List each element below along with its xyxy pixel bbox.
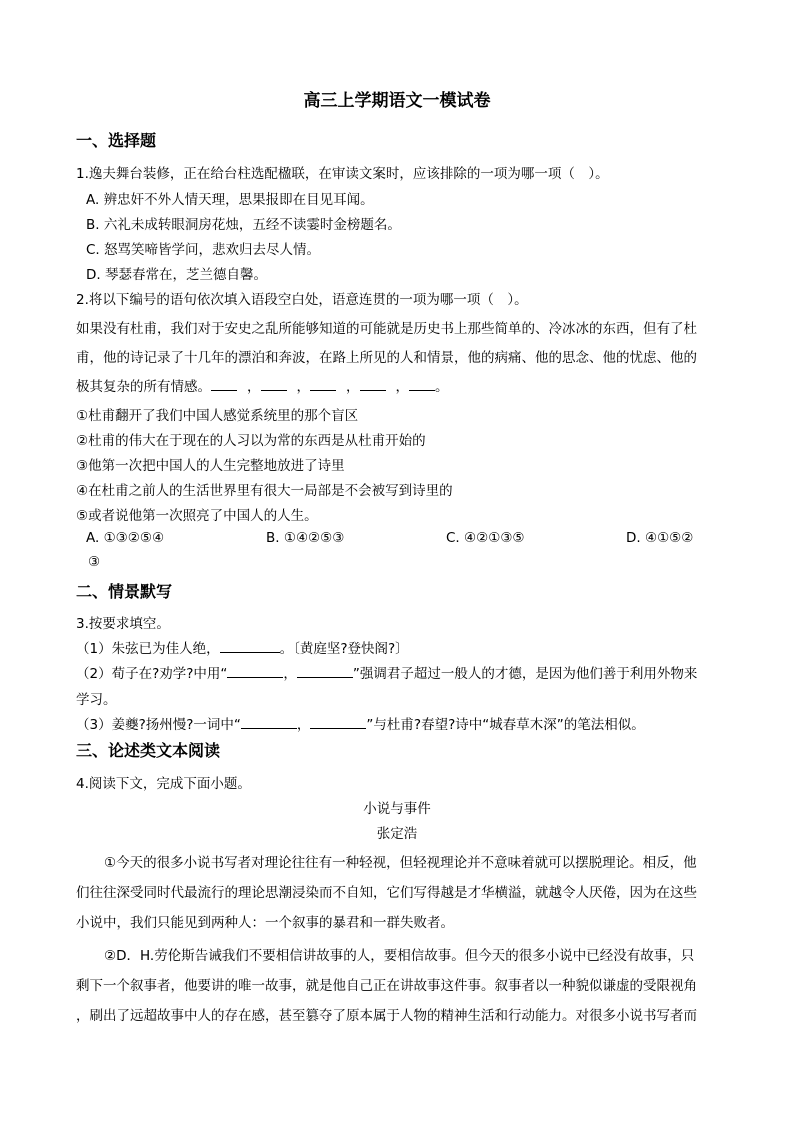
article-paragraph-line: 剩下一个叙事者，他要讲的唯一故事，就是他自己正在讲故事这件事。叙事者以一种貌似谦虚的受限视角 [76,978,697,994]
question-2-choice-a: A. ①③②⑤④ [86,530,165,546]
sub-1-source: 。〔黄庭坚?登快阁?〕 [279,641,409,657]
question-1-option-d: D. 琴瑟春常在，芝兰德自馨。 [86,267,267,283]
fill-blank [220,640,280,653]
question-4-stem: 4.阅读下文，完成下面小题。 [76,776,251,792]
question-2-item-1: ①杜甫翻开了我们中国人感觉系统里的那个盲区 [76,408,359,424]
question-1-option-a: A. 辨忠奸不外人情天理，思果报即在目见耳闻。 [86,192,374,208]
question-2-passage-line: 甫，他的诗记录了十几年的漂泊和奔波，在路上所见的人和情景，他的病痛、他的思念、他的忧虑、他的 [76,350,697,366]
comma: ， [346,379,360,395]
question-2-item-5: ⑤或者说他第一次照亮了中国人的人生。 [76,508,318,524]
question-1-stem: 1.逸夫舞台装修，正在给台柱选配楹联，在审读文案时，应该排除的一项为哪一项（ ）。 [76,166,609,182]
article-paragraph-line: 们往往深受同时代最流行的理论思潮浸染而不自知，它们写得越是才华横溢，就越令人厌倦，因为在这些 [76,885,697,901]
comma: ， [247,379,261,395]
question-2-choice-c: C. ④②①③⑤ [446,530,525,546]
fill-blank [227,665,283,678]
comma: ， [296,717,311,733]
question-2-passage-line: 如果没有杜甫，我们对于安史之乱所能够知道的可能就是历史书上那些简单的、冷冰冰的东西，但有了杜 [76,321,697,337]
comma: ， [395,379,409,395]
article-author: 张定浩 [376,826,418,842]
question-1-option-b: B. 六礼未成转眼洞房花烛，五经不读霎时金榜题名。 [86,217,401,233]
section-heading-recitation: 二、情景默写 [76,582,173,601]
question-3-sub-1 [76,637,409,657]
page-title: 高三上学期语文一模试卷 [303,91,491,111]
fill-blank [297,665,353,678]
question-1-option-c: C. 怒骂笑啼皆学问，悲欢归去尽人情。 [86,242,321,258]
question-2-choice-d-wrap: ③ [88,554,101,570]
article-paragraph-line: ，刷出了远超故事中人的存在感，甚至篡夺了原本属于人物的精神生活和行动能力。对很多小说书写者而 [76,1008,697,1024]
question-2-item-2: ②杜甫的伟大在于现在的人习以为常的东西是从杜甫开始的 [76,433,426,449]
article-paragraph-line: 小说中，我们只能见到两种人：一个叙事的暴君和一群失败者。 [76,915,454,931]
question-3-sub-2 [76,662,697,682]
sub-1-text: （1）朱弦已为佳人绝， [76,641,220,657]
article-paragraph-line: ①今天的很多小说书写者对理论往往有一种轻视，但轻视理论并不意味着就可以摆脱理论。相反，他 [104,855,697,871]
question-3-stem: 3.按要求填空。 [76,616,170,632]
comma: ， [283,666,297,682]
question-2-item-4: ④在杜甫之前人的生活世界里有很大一局部是不会被写到诗里的 [76,483,453,499]
fill-blank [310,378,336,391]
fill-blank [360,378,386,391]
fill-blank [261,378,287,391]
article-title: 小说与事件 [363,801,431,817]
fill-blank [241,716,297,729]
question-2-passage-line [76,375,449,395]
sub-2-text: （2）荀子在?劝学?中用“ [76,666,228,682]
fill-blank [310,716,366,729]
fill-blank [409,378,435,391]
sub-3-text-cont: ”与杜甫?春望?诗中“城春草木深”的笔法相似。 [366,717,645,733]
question-2-choice-d: D. ④①⑤② [626,530,694,546]
question-3-sub-3 [76,713,645,733]
question-2-item-3: ③他第一次把中国人的人生完整地放进了诗里 [76,458,345,474]
question-2-choice-b: B. ①④②⑤③ [266,530,345,546]
comma: ， [296,379,310,395]
question-2-stem: 2.将以下编号的语句依次填入语段空白处，语意连贯的一项为哪一项（ ）。 [76,292,528,308]
fill-blank [211,378,237,391]
section-heading-choice: 一、选择题 [76,131,157,150]
section-heading-argument-reading: 三、论述类文本阅读 [76,741,221,760]
question-3-sub-2-wrap: 学习。 [76,692,117,708]
period: 。 [435,379,449,395]
article-paragraph-line: ②D．H.劳伦斯告诫我们不要相信讲故事的人，要相信故事。但今天的很多小说中已经没有故事，只 [104,948,695,964]
sub-3-text: （3）姜夔?扬州慢?一词中“ [76,717,241,733]
passage-text: 极其复杂的所有情感。 [76,379,211,395]
sub-2-text-cont: ”强调君子超过一般人的才德，是因为他们善于利用外物来 [352,666,698,682]
